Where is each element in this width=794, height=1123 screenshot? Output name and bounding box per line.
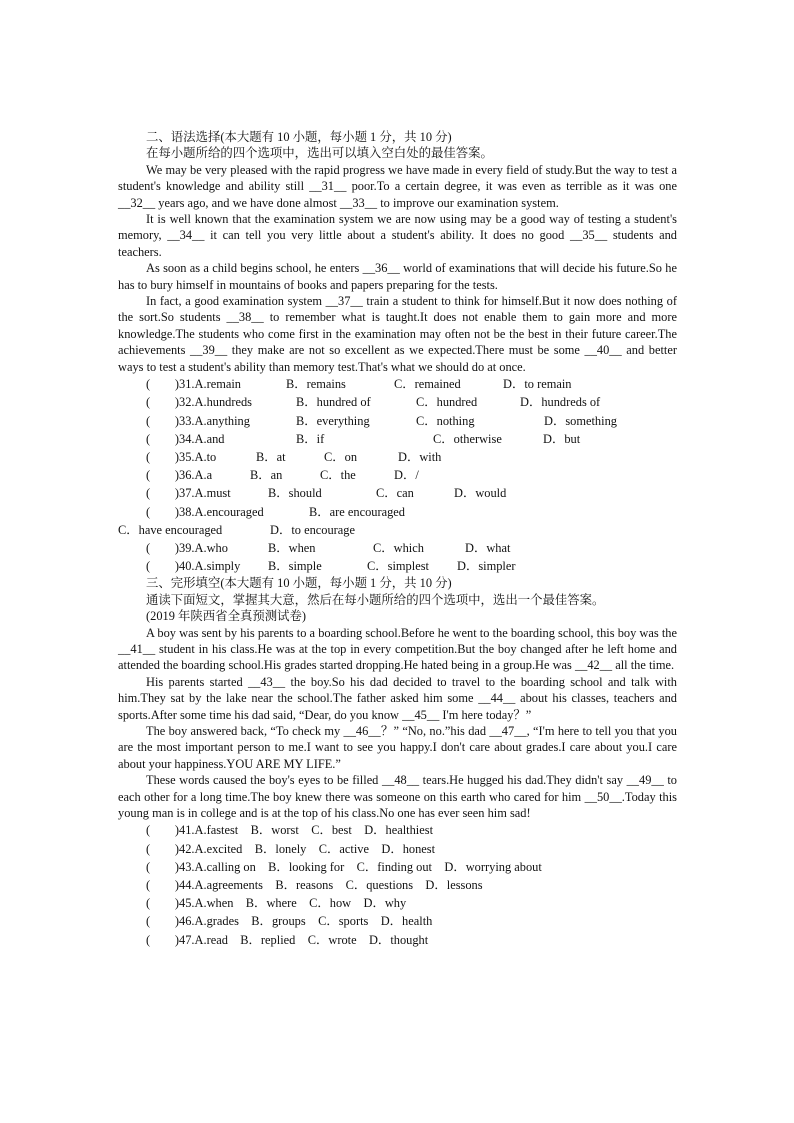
q31-option-c: C．remained (394, 377, 461, 392)
q31-option-d: D．to remain (503, 377, 572, 392)
q34-option-b: B．if (296, 431, 325, 446)
question-42: ( )42.A.excited B．lonely C．active D．honest (146, 841, 436, 856)
q40-option-b: B．simple (268, 559, 322, 574)
q37-option-a: ( )37.A.must (146, 486, 231, 501)
section2-paragraph-2: It is well known that the examination system we are now using may be a good way of testing a student's memory, __34__ it can tell you very little about a student's ability. It does no good __35__ students and teachers. (118, 212, 677, 259)
question-45: ( )45.A.when B．where C．how D．why (146, 896, 407, 911)
section2-instruction: 在每小题所给的四个选项中，选出可以填入空白处的最佳答案。 (146, 146, 493, 161)
section2-paragraph-3: As soon as a child begins school, he enters __36__ world of examinations that will decide his future.So he has to bury himself in mountains of books and papers preparing for the tests. (118, 261, 677, 292)
question-33 (118, 412, 677, 430)
question-34 (118, 430, 677, 448)
q36-option-a: ( )36.A.a (146, 468, 213, 483)
question-35 (118, 448, 677, 466)
section2-paragraph-1: We may be very pleased with the rapid progress we have made in every field of study.But the way to test a student's knowledge and ability still __31__ poor.To a certain degree, it was even as terrible as it was one __32__ years ago, and we have done almost __33__ to improve our examination system. (118, 162, 677, 210)
q32-option-a: ( )32.A.hundreds (146, 395, 252, 410)
q37-option-c: C．can (376, 486, 414, 501)
question-32 (118, 393, 677, 411)
question-47: ( )47.A.read B．replied C．wrote D．thought (146, 932, 429, 947)
q40-option-c: C．simplest (367, 559, 429, 574)
section3-paragraph-4: These words caused the boy's eyes to be filled __48__ tears.He hugged his dad.They didn't say __49__ to each other for a long time.The boy knew there was someone on this earth who cared for him __50__.Today this young man is in college and is at the top of his class.No one has ever seen him sad! (118, 773, 677, 821)
page-content (118, 129, 677, 949)
question-46: ( )46.A.grades B．groups C．sports D．health (146, 914, 433, 929)
q37-option-d: D．would (454, 486, 507, 501)
question-38-continued (118, 521, 677, 539)
q36-option-b: B．an (250, 468, 283, 483)
q40-option-a: ( )40.A.simply (146, 559, 241, 574)
question-36 (118, 466, 677, 484)
question-44: ( )44.A.agreements B．reasons C．questions D．lessons (146, 878, 483, 893)
q35-option-d: D．with (398, 449, 442, 464)
question-39 (118, 539, 677, 557)
q38-option-a: ( )38.A.encouraged (146, 504, 264, 519)
section3-paragraph-1: A boy was sent by his parents to a boarding school.Before he went to the boarding school, this boy was the __41__ student in his class.He was at the top in every competition.But the boy changed after he left home and attended the boarding school.His grades started dropping.He hated being in a group.He was __42__ all the time. (118, 625, 677, 673)
q38-option-d: D．to encourage (270, 522, 355, 537)
q39-option-b: B．when (268, 540, 316, 555)
q39-option-d: D．what (465, 540, 511, 555)
q37-option-b: B．should (268, 486, 322, 501)
q31-option-b: B．remains (286, 377, 346, 392)
q38-option-b: B．are encouraged (309, 504, 405, 519)
q33-option-a: ( )33.A.anything (146, 413, 250, 428)
q40-option-d: D．simpler (457, 559, 516, 574)
q31-option-a: ( )31.A.remain (146, 377, 241, 392)
question-43: ( )43.A.calling on B．looking for C．finding out D．worrying about (146, 859, 542, 874)
section3-title: 三、完形填空(本大题有 10 小题，每小题 1 分，共 10 分) (146, 576, 452, 591)
q38-option-c: C．have encouraged (118, 522, 223, 537)
question-37 (118, 484, 677, 502)
section2-paragraph-4: In fact, a good examination system __37__ train a student to think for himself.But it now does nothing of the sort.So students __38__ to remember what is taught.It does not enable them to gain more and more knowledge.The students who come first in the examination may often not be the best in their future career.The achievements __39__ they make are not so excellent as we expected.There must be some __40__ and better ways to test a student's ability than memory test.That's what we should do at once. (118, 294, 677, 374)
q33-option-b: B．everything (296, 413, 370, 428)
section3-source: (2019 年陕西省全真预测试卷) (146, 609, 307, 624)
q34-option-c: C．otherwise (433, 431, 502, 446)
q33-option-d: D．something (544, 413, 617, 428)
q34-option-a: ( )34.A.and (146, 431, 225, 446)
q32-option-d: D．hundreds of (520, 395, 601, 410)
question-31 (118, 375, 677, 393)
q35-option-c: C．on (324, 449, 358, 464)
q36-option-d: D．/ (394, 468, 419, 483)
q32-option-c: C．hundred (416, 395, 478, 410)
q33-option-c: C．nothing (416, 413, 475, 428)
q39-option-a: ( )39.A.who (146, 540, 228, 555)
section3-paragraph-2: His parents started __43__ the boy.So his dad decided to travel to the boarding school and talk with him.They sat by the lake near the school.The father asked him some __44__ about his classes, teachers and sports.After some time his dad said, “Dear, do you know __45__ I'm here today？” (118, 674, 677, 722)
q36-option-c: C．the (320, 468, 356, 483)
q35-option-b: B．at (256, 449, 286, 464)
question-38 (118, 503, 677, 521)
q34-option-d: D．but (543, 431, 581, 446)
section3-instruction: 通读下面短文，掌握其大意，然后在每小题所给的四个选项中，选出一个最佳答案。 (146, 592, 605, 607)
question-41: ( )41.A.fastest B．worst C．best D．healthiest (146, 823, 434, 838)
q35-option-a: ( )35.A.to (146, 449, 217, 464)
section2-title: 二、语法选择(本大题有 10 小题，每小题 1 分，共 10 分) (146, 130, 452, 144)
section3-paragraph-3: The boy answered back, “To check my __46__？” “No, no.”his dad __47__, “I'm here to tell you that you are the most important person to me.I want to see you happy.I don't care about grades.I care about you.I care about your happiness.YOU ARE MY LIFE.” (118, 723, 677, 771)
q39-option-c: C．which (373, 540, 424, 555)
q32-option-b: B．hundred of (296, 395, 371, 410)
question-40 (118, 557, 677, 575)
